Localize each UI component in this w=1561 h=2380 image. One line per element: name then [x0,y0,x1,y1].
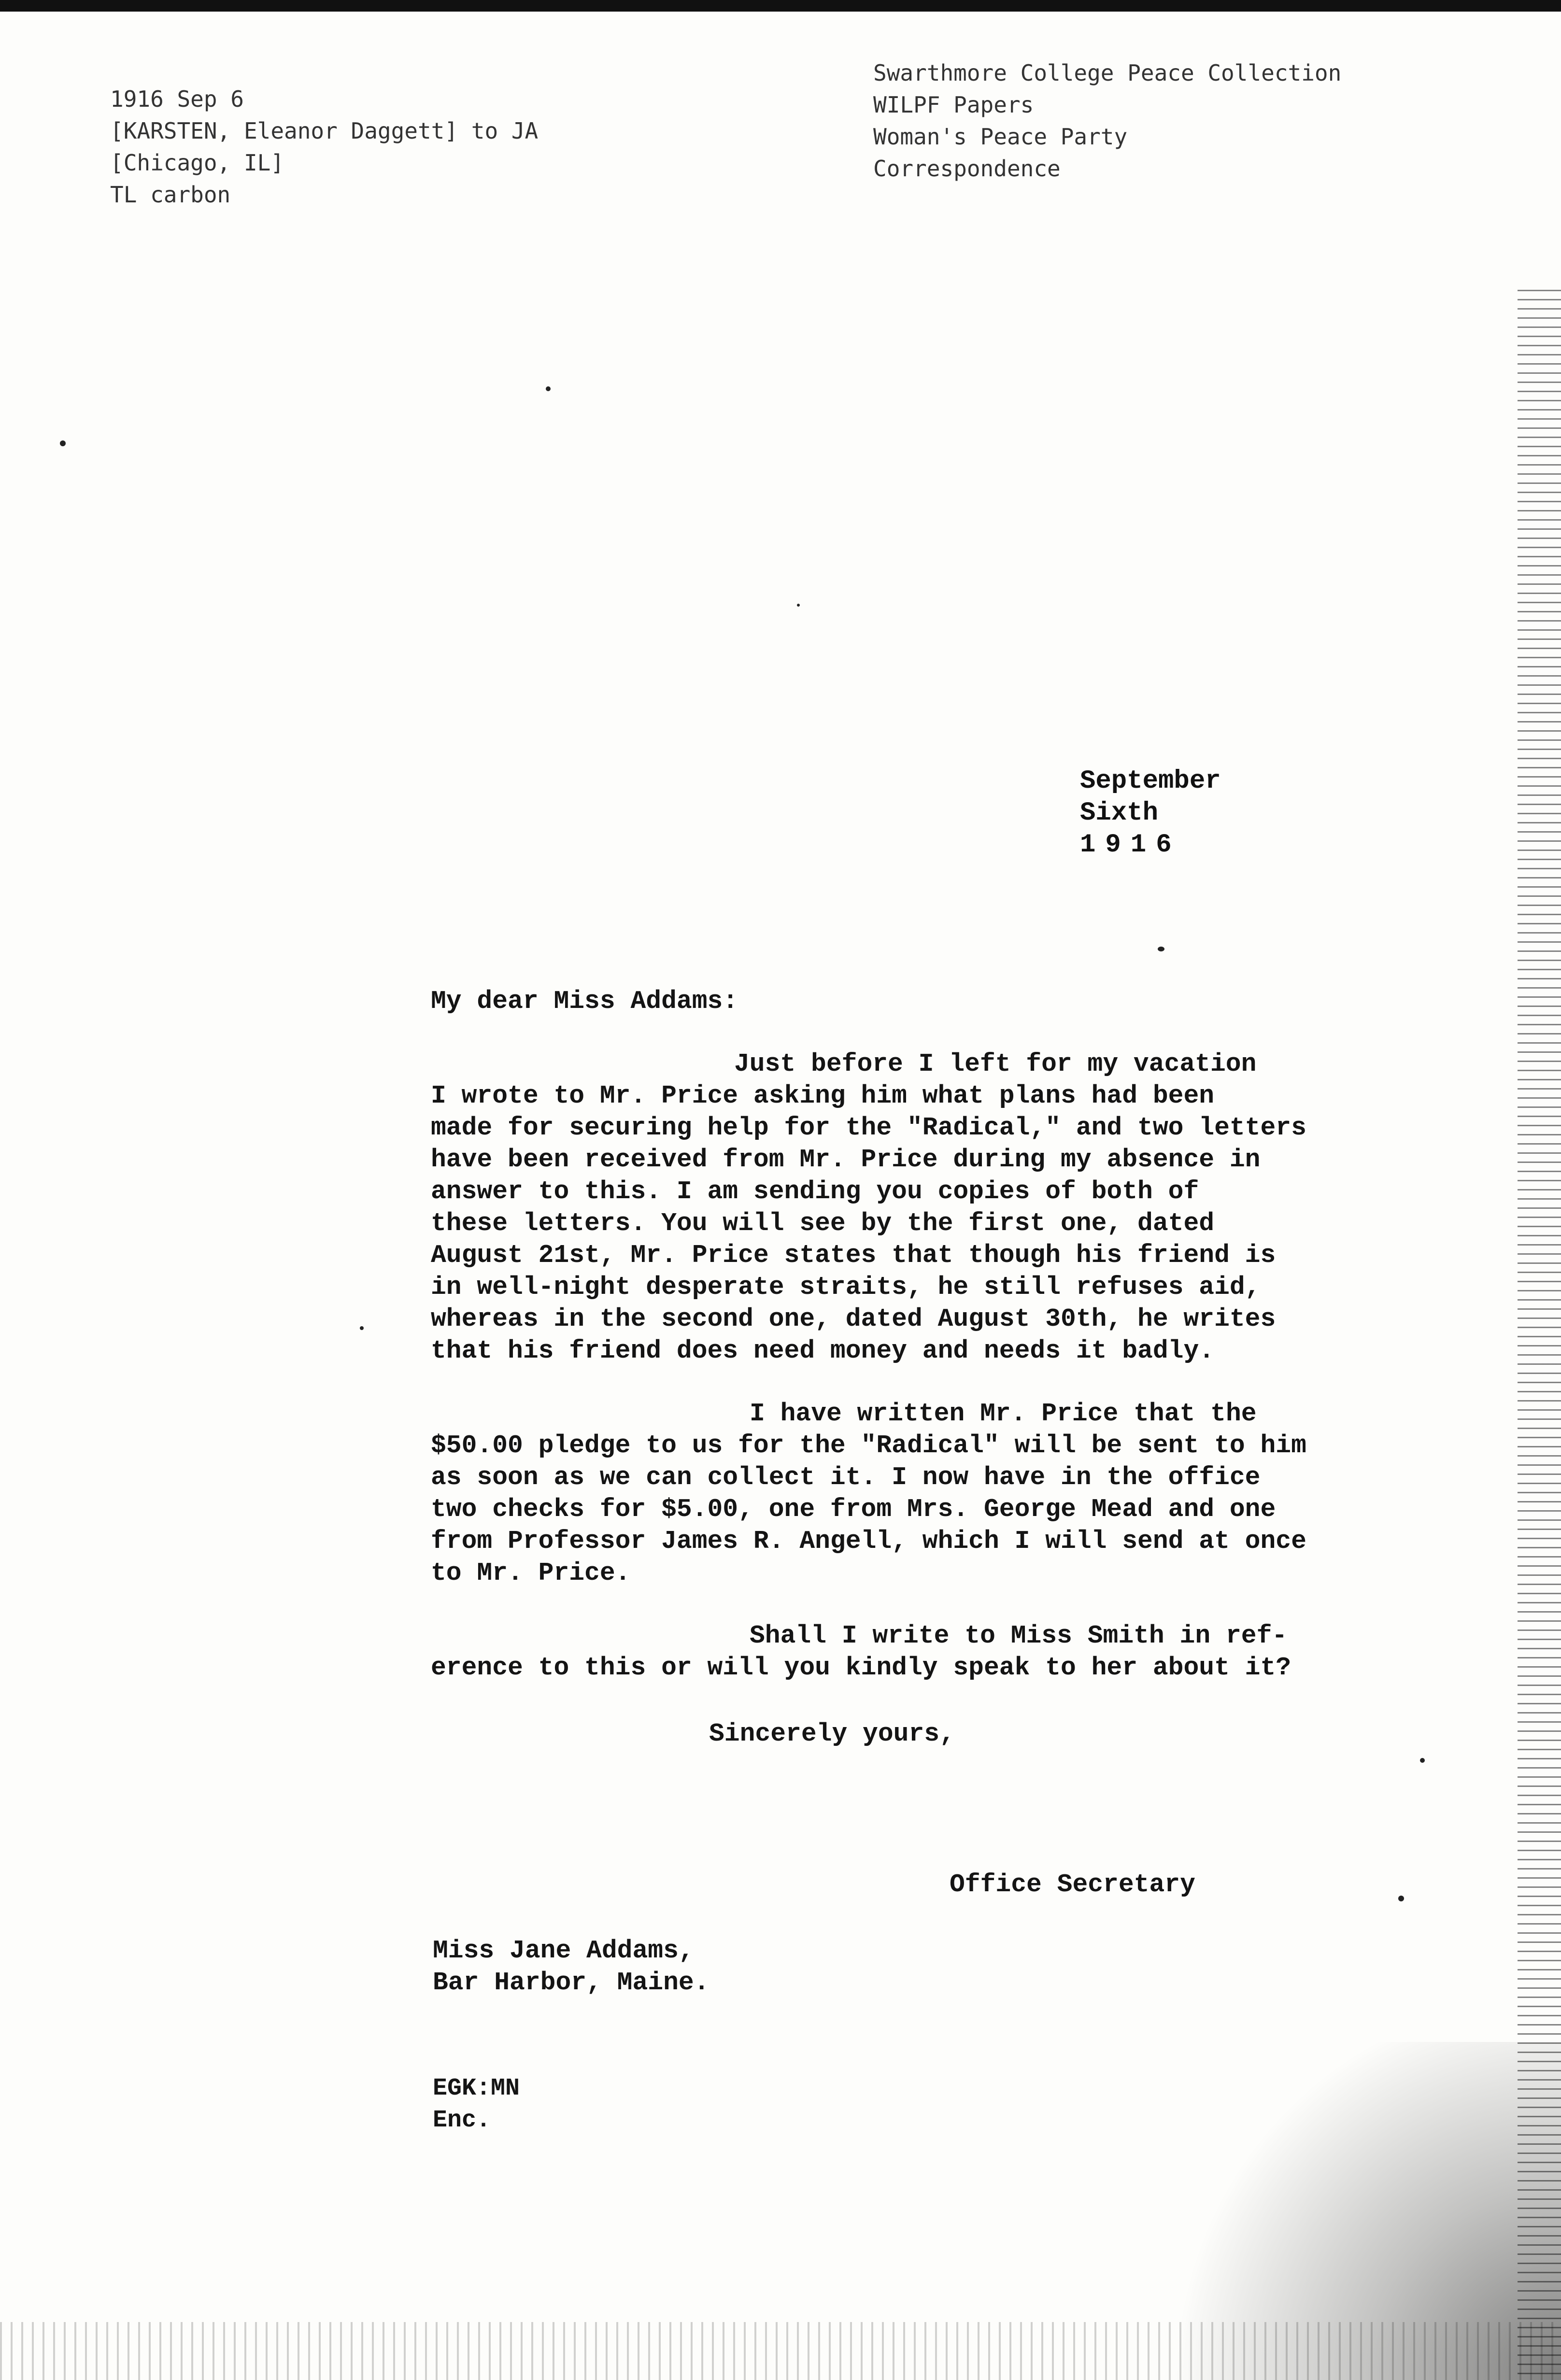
paragraph-line: erence to this or will you kindly speak to her about it? [431,1653,1291,1682]
reference-initials [433,2073,520,2137]
archive-names: [KARSTEN, Eleanor Daggett] to JA [110,118,539,144]
paragraph-line: I have written Mr. Price that the [750,1399,1257,1428]
archive-collection: Swarthmore College Peace Collection [873,60,1342,86]
archive-label-right [873,57,1341,184]
scan-speck [797,604,800,607]
paragraph-line: to Mr. Price. [431,1558,631,1587]
paragraph-line: as soon as we can collect it. I now have in the office [431,1463,1261,1492]
paragraph-line: Just before I left for my vacation [734,1049,1257,1078]
paragraph-line: answer to this. I am sending you copies of both of [431,1177,1199,1206]
scan-speck [546,386,551,391]
scan-speck [1420,1758,1425,1763]
recipient-name: Miss Jane Addams, [433,1936,694,1965]
letter-date [1080,765,1221,861]
paragraph-3 [431,1620,1329,1684]
paragraph-line: that his friend does need money and needs it badly. [431,1336,1215,1365]
paragraph-1 [431,1048,1329,1367]
scan-speck [1398,1896,1404,1901]
letter-date-day: Sixth [1080,798,1159,828]
paragraph-line: two checks for $5.00, one from Mrs. George Mead and one [431,1495,1276,1524]
archive-place: [Chicago, IL] [110,150,284,176]
archive-format: TL carbon [110,182,231,208]
salutation: My dear Miss Addams: [431,987,738,1016]
paragraph-line: made for securing help for the "Radical," and two letters [431,1113,1306,1142]
paragraph-line: I wrote to Mr. Price asking him what plans had been [431,1081,1215,1110]
letter-date-year: 1916 [1080,830,1181,860]
recipient-address [433,1935,710,1998]
paragraph-line: August 21st, Mr. Price states that though his friend is [431,1241,1276,1270]
letter-body [431,985,1329,1714]
scan-top-border [0,0,1561,12]
paragraph-line: have been received from Mr. Price during my absence in [431,1145,1261,1174]
archive-label-left [110,83,538,211]
letter-date-month: September [1080,766,1221,796]
paragraph-line: these letters. You will see by the first one, dated [431,1209,1215,1238]
scan-speck [360,1326,364,1330]
archive-subseries: Correspondence [873,156,1061,182]
paragraph-line: whereas in the second one, dated August 30th, he writes [431,1304,1276,1333]
paragraph-line: $50.00 pledge to us for the "Radical" will be sent to him [431,1431,1306,1460]
paragraph-line: Shall I write to Miss Smith in ref- [750,1621,1288,1650]
archive-series: Woman's Peace Party [873,124,1128,150]
recipient-location: Bar Harbor, Maine. [433,1968,710,1997]
paragraph-line: from Professor James R. Angell, which I will send at once [431,1527,1306,1556]
archive-papers: WILPF Papers [873,92,1034,118]
archive-date: 1916 Sep 6 [110,86,244,112]
paragraph-2 [431,1398,1329,1589]
enclosure-note: Enc. [433,2107,491,2134]
paragraph-line: in well-night desperate straits, he still refuses aid, [431,1273,1261,1302]
scan-speck [1158,947,1164,951]
typist-initials: EGK:MN [433,2075,520,2102]
scan-bottom-noise [0,2322,1561,2380]
signature: Office Secretary [950,1870,1195,1899]
scan-speck [60,440,66,446]
closing: Sincerely yours, [709,1719,955,1748]
